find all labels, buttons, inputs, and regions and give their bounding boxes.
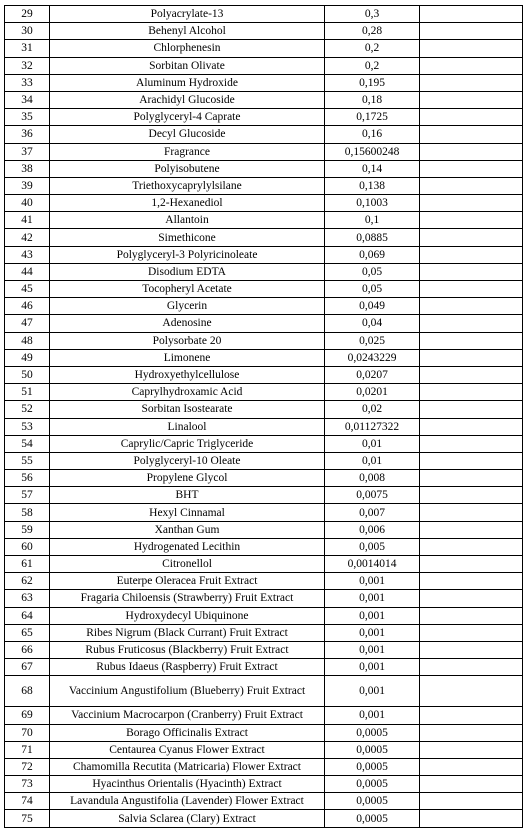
table-row bbox=[5, 263, 523, 280]
row-number-cell: 58 bbox=[5, 504, 50, 521]
concentration-cell: 0,025 bbox=[325, 332, 420, 349]
row-number-cell: 73 bbox=[5, 776, 50, 793]
row-number-cell: 51 bbox=[5, 384, 50, 401]
table-row bbox=[5, 74, 523, 91]
concentration-cell: 0,008 bbox=[325, 470, 420, 487]
table-row bbox=[5, 659, 523, 676]
table-row bbox=[5, 246, 523, 263]
table-row bbox=[5, 470, 523, 487]
concentration-cell: 0,05 bbox=[325, 263, 420, 280]
ingredient-name-cell: Fragaria Chiloensis (Strawberry) Fruit Extract bbox=[50, 590, 325, 607]
empty-cell bbox=[420, 452, 523, 469]
table-row bbox=[5, 452, 523, 469]
empty-cell bbox=[420, 504, 523, 521]
concentration-cell: 0,001 bbox=[325, 607, 420, 624]
table-row bbox=[5, 160, 523, 177]
table-row bbox=[5, 641, 523, 658]
empty-cell bbox=[420, 143, 523, 160]
row-number-cell: 66 bbox=[5, 641, 50, 658]
ingredient-name-cell: Arachidyl Glucoside bbox=[50, 91, 325, 108]
ingredient-name-cell: Polysorbate 20 bbox=[50, 332, 325, 349]
table-row bbox=[5, 298, 523, 315]
empty-cell bbox=[420, 521, 523, 538]
table-row bbox=[5, 758, 523, 775]
concentration-cell: 0,01 bbox=[325, 435, 420, 452]
ingredient-name-cell: Adenosine bbox=[50, 315, 325, 332]
empty-cell bbox=[420, 641, 523, 658]
table-row bbox=[5, 810, 523, 827]
row-number-cell: 57 bbox=[5, 487, 50, 504]
ingredient-name-cell: Limonene bbox=[50, 349, 325, 366]
table-row bbox=[5, 126, 523, 143]
row-number-cell: 63 bbox=[5, 590, 50, 607]
row-number-cell: 72 bbox=[5, 758, 50, 775]
table-row bbox=[5, 521, 523, 538]
concentration-cell: 0,0005 bbox=[325, 741, 420, 758]
ingredient-name-cell: Rubus Fruticosus (Blackberry) Fruit Extract bbox=[50, 641, 325, 658]
ingredient-name-cell: Sorbitan Isostearate bbox=[50, 401, 325, 418]
table-row bbox=[5, 229, 523, 246]
ingredient-name-cell: Chamomilla Recutita (Matricaria) Flower Extract bbox=[50, 758, 325, 775]
row-number-cell: 31 bbox=[5, 40, 50, 57]
ingredient-name-cell: Disodium EDTA bbox=[50, 263, 325, 280]
empty-cell bbox=[420, 624, 523, 641]
row-number-cell: 61 bbox=[5, 556, 50, 573]
concentration-cell: 0,0005 bbox=[325, 810, 420, 827]
ingredient-name-cell: Ribes Nigrum (Black Currant) Fruit Extract bbox=[50, 624, 325, 641]
row-number-cell: 54 bbox=[5, 435, 50, 452]
concentration-cell: 0,049 bbox=[325, 298, 420, 315]
concentration-cell: 0,0005 bbox=[325, 776, 420, 793]
concentration-cell: 0,0005 bbox=[325, 758, 420, 775]
ingredient-name-cell: Linalool bbox=[50, 418, 325, 435]
empty-cell bbox=[420, 776, 523, 793]
row-number-cell: 67 bbox=[5, 659, 50, 676]
concentration-cell: 0,02 bbox=[325, 401, 420, 418]
row-number-cell: 33 bbox=[5, 74, 50, 91]
table-row bbox=[5, 624, 523, 641]
empty-cell bbox=[420, 418, 523, 435]
ingredient-name-cell: Triethoxycaprylylsilane bbox=[50, 177, 325, 194]
ingredient-name-cell: BHT bbox=[50, 487, 325, 504]
concentration-cell: 0,05 bbox=[325, 281, 420, 298]
empty-cell bbox=[420, 538, 523, 555]
row-number-cell: 32 bbox=[5, 57, 50, 74]
table-body bbox=[5, 6, 523, 828]
empty-cell bbox=[420, 126, 523, 143]
concentration-cell: 0,0243229 bbox=[325, 349, 420, 366]
concentration-cell: 0,0005 bbox=[325, 724, 420, 741]
row-number-cell: 46 bbox=[5, 298, 50, 315]
empty-cell bbox=[420, 246, 523, 263]
ingredient-name-cell: Behenyl Alcohol bbox=[50, 23, 325, 40]
row-number-cell: 70 bbox=[5, 724, 50, 741]
table-row bbox=[5, 332, 523, 349]
empty-cell bbox=[420, 573, 523, 590]
ingredient-name-cell: Borago Officinalis Extract bbox=[50, 724, 325, 741]
ingredient-name-cell: Hydrogenated Lecithin bbox=[50, 538, 325, 555]
table-row bbox=[5, 6, 523, 23]
ingredient-name-cell: Hyacinthus Orientalis (Hyacinth) Extract bbox=[50, 776, 325, 793]
row-number-cell: 64 bbox=[5, 607, 50, 624]
empty-cell bbox=[420, 229, 523, 246]
empty-cell bbox=[420, 349, 523, 366]
concentration-cell: 0,0201 bbox=[325, 384, 420, 401]
concentration-cell: 0,001 bbox=[325, 659, 420, 676]
row-number-cell: 69 bbox=[5, 707, 50, 724]
empty-cell bbox=[420, 435, 523, 452]
concentration-cell: 0,28 bbox=[325, 23, 420, 40]
empty-cell bbox=[420, 384, 523, 401]
empty-cell bbox=[420, 556, 523, 573]
ingredient-name-cell: Allantoin bbox=[50, 212, 325, 229]
ingredient-name-cell: Sorbitan Olivate bbox=[50, 57, 325, 74]
row-number-cell: 39 bbox=[5, 177, 50, 194]
ingredient-name-cell: Polyglyceryl-3 Polyricinoleate bbox=[50, 246, 325, 263]
ingredient-name-cell: Euterpe Oleracea Fruit Extract bbox=[50, 573, 325, 590]
concentration-cell: 0,1725 bbox=[325, 109, 420, 126]
empty-cell bbox=[420, 109, 523, 126]
ingredient-name-cell: Hydroxyethylcellulose bbox=[50, 366, 325, 383]
table-row bbox=[5, 366, 523, 383]
table-row bbox=[5, 23, 523, 40]
table-row bbox=[5, 143, 523, 160]
table-row bbox=[5, 504, 523, 521]
ingredient-name-cell: Propylene Glycol bbox=[50, 470, 325, 487]
row-number-cell: 62 bbox=[5, 573, 50, 590]
row-number-cell: 34 bbox=[5, 91, 50, 108]
table-row bbox=[5, 281, 523, 298]
row-number-cell: 37 bbox=[5, 143, 50, 160]
table-row bbox=[5, 349, 523, 366]
empty-cell bbox=[420, 810, 523, 827]
concentration-cell: 0,001 bbox=[325, 624, 420, 641]
row-number-cell: 74 bbox=[5, 793, 50, 810]
ingredient-name-cell: Polyglyceryl-10 Oleate bbox=[50, 452, 325, 469]
ingredient-name-cell: Vaccinium Macrocarpon (Cranberry) Fruit Extract bbox=[50, 707, 325, 724]
concentration-cell: 0,069 bbox=[325, 246, 420, 263]
row-number-cell: 50 bbox=[5, 366, 50, 383]
empty-cell bbox=[420, 57, 523, 74]
row-number-cell: 49 bbox=[5, 349, 50, 366]
empty-cell bbox=[420, 741, 523, 758]
ingredient-name-cell: Glycerin bbox=[50, 298, 325, 315]
concentration-cell: 0,0075 bbox=[325, 487, 420, 504]
empty-cell bbox=[420, 332, 523, 349]
ingredient-name-cell: Lavandula Angustifolia (Lavender) Flower Extract bbox=[50, 793, 325, 810]
table-row bbox=[5, 590, 523, 607]
empty-cell bbox=[420, 793, 523, 810]
empty-cell bbox=[420, 298, 523, 315]
row-number-cell: 60 bbox=[5, 538, 50, 555]
ingredient-name-cell: Aluminum Hydroxide bbox=[50, 74, 325, 91]
ingredient-name-cell: Salvia Sclarea (Clary) Extract bbox=[50, 810, 325, 827]
concentration-cell: 0,1 bbox=[325, 212, 420, 229]
ingredient-name-cell: Citronellol bbox=[50, 556, 325, 573]
row-number-cell: 71 bbox=[5, 741, 50, 758]
empty-cell bbox=[420, 487, 523, 504]
table-row bbox=[5, 109, 523, 126]
empty-cell bbox=[420, 195, 523, 212]
empty-cell bbox=[420, 724, 523, 741]
row-number-cell: 47 bbox=[5, 315, 50, 332]
concentration-cell: 0,2 bbox=[325, 40, 420, 57]
table-row bbox=[5, 195, 523, 212]
row-number-cell: 59 bbox=[5, 521, 50, 538]
table-row bbox=[5, 776, 523, 793]
ingredient-name-cell: Hexyl Cinnamal bbox=[50, 504, 325, 521]
ingredient-name-cell: 1,2-Hexanediol bbox=[50, 195, 325, 212]
concentration-cell: 0,01127322 bbox=[325, 418, 420, 435]
empty-cell bbox=[420, 263, 523, 280]
row-number-cell: 41 bbox=[5, 212, 50, 229]
row-number-cell: 36 bbox=[5, 126, 50, 143]
ingredient-name-cell: Fragrance bbox=[50, 143, 325, 160]
concentration-cell: 0,01 bbox=[325, 452, 420, 469]
table-row bbox=[5, 793, 523, 810]
ingredient-name-cell: Hydroxydecyl Ubiquinone bbox=[50, 607, 325, 624]
ingredient-name-cell: Decyl Glucoside bbox=[50, 126, 325, 143]
ingredient-name-cell: Tocopheryl Acetate bbox=[50, 281, 325, 298]
ingredient-name-cell: Chlorphenesin bbox=[50, 40, 325, 57]
table-row bbox=[5, 573, 523, 590]
empty-cell bbox=[420, 401, 523, 418]
concentration-cell: 0,006 bbox=[325, 521, 420, 538]
ingredient-name-cell: Xanthan Gum bbox=[50, 521, 325, 538]
empty-cell bbox=[420, 758, 523, 775]
table-row bbox=[5, 57, 523, 74]
table-row bbox=[5, 40, 523, 57]
table-row bbox=[5, 707, 523, 724]
concentration-cell: 0,001 bbox=[325, 590, 420, 607]
table-row bbox=[5, 315, 523, 332]
concentration-cell: 0,14 bbox=[325, 160, 420, 177]
concentration-cell: 0,005 bbox=[325, 538, 420, 555]
ingredient-name-cell: Simethicone bbox=[50, 229, 325, 246]
row-number-cell: 45 bbox=[5, 281, 50, 298]
ingredient-name-cell: Caprylic/Capric Triglyceride bbox=[50, 435, 325, 452]
row-number-cell: 43 bbox=[5, 246, 50, 263]
empty-cell bbox=[420, 23, 523, 40]
concentration-cell: 0,0005 bbox=[325, 793, 420, 810]
empty-cell bbox=[420, 212, 523, 229]
empty-cell bbox=[420, 659, 523, 676]
table-row bbox=[5, 538, 523, 555]
concentration-cell: 0,0885 bbox=[325, 229, 420, 246]
empty-cell bbox=[420, 315, 523, 332]
table-row bbox=[5, 91, 523, 108]
empty-cell bbox=[420, 160, 523, 177]
empty-cell bbox=[420, 676, 523, 707]
empty-cell bbox=[420, 590, 523, 607]
ingredient-name-cell: Vaccinium Angustifolium (Blueberry) Fruit Extract bbox=[50, 676, 325, 707]
concentration-cell: 0,001 bbox=[325, 676, 420, 707]
concentration-cell: 0,3 bbox=[325, 6, 420, 23]
empty-cell bbox=[420, 607, 523, 624]
row-number-cell: 35 bbox=[5, 109, 50, 126]
row-number-cell: 42 bbox=[5, 229, 50, 246]
row-number-cell: 56 bbox=[5, 470, 50, 487]
table-row bbox=[5, 607, 523, 624]
table-row bbox=[5, 435, 523, 452]
row-number-cell: 29 bbox=[5, 6, 50, 23]
ingredient-name-cell: Centaurea Cyanus Flower Extract bbox=[50, 741, 325, 758]
empty-cell bbox=[420, 74, 523, 91]
row-number-cell: 75 bbox=[5, 810, 50, 827]
concentration-cell: 0,1003 bbox=[325, 195, 420, 212]
empty-cell bbox=[420, 6, 523, 23]
concentration-cell: 0,16 bbox=[325, 126, 420, 143]
concentration-cell: 0,18 bbox=[325, 91, 420, 108]
table-row bbox=[5, 177, 523, 194]
ingredient-name-cell: Rubus Idaeus (Raspberry) Fruit Extract bbox=[50, 659, 325, 676]
empty-cell bbox=[420, 40, 523, 57]
table-row bbox=[5, 401, 523, 418]
concentration-cell: 0,0014014 bbox=[325, 556, 420, 573]
ingredient-name-cell: Polyisobutene bbox=[50, 160, 325, 177]
ingredient-name-cell: Polyglyceryl-4 Caprate bbox=[50, 109, 325, 126]
ingredients-table bbox=[4, 5, 523, 828]
table-row bbox=[5, 676, 523, 707]
empty-cell bbox=[420, 366, 523, 383]
empty-cell bbox=[420, 281, 523, 298]
concentration-cell: 0,001 bbox=[325, 573, 420, 590]
table-row bbox=[5, 487, 523, 504]
table-row bbox=[5, 741, 523, 758]
table-row bbox=[5, 384, 523, 401]
ingredient-name-cell: Caprylhydroxamic Acid bbox=[50, 384, 325, 401]
row-number-cell: 52 bbox=[5, 401, 50, 418]
row-number-cell: 38 bbox=[5, 160, 50, 177]
ingredient-name-cell: Polyacrylate-13 bbox=[50, 6, 325, 23]
concentration-cell: 0,007 bbox=[325, 504, 420, 521]
row-number-cell: 40 bbox=[5, 195, 50, 212]
empty-cell bbox=[420, 707, 523, 724]
concentration-cell: 0,2 bbox=[325, 57, 420, 74]
row-number-cell: 55 bbox=[5, 452, 50, 469]
empty-cell bbox=[420, 177, 523, 194]
concentration-cell: 0,0207 bbox=[325, 366, 420, 383]
empty-cell bbox=[420, 470, 523, 487]
empty-cell bbox=[420, 91, 523, 108]
row-number-cell: 68 bbox=[5, 676, 50, 707]
table-row bbox=[5, 556, 523, 573]
concentration-cell: 0,15600248 bbox=[325, 143, 420, 160]
row-number-cell: 44 bbox=[5, 263, 50, 280]
concentration-cell: 0,001 bbox=[325, 641, 420, 658]
row-number-cell: 53 bbox=[5, 418, 50, 435]
table-row bbox=[5, 418, 523, 435]
concentration-cell: 0,001 bbox=[325, 707, 420, 724]
concentration-cell: 0,04 bbox=[325, 315, 420, 332]
row-number-cell: 30 bbox=[5, 23, 50, 40]
table-row bbox=[5, 724, 523, 741]
row-number-cell: 65 bbox=[5, 624, 50, 641]
table-row bbox=[5, 212, 523, 229]
row-number-cell: 48 bbox=[5, 332, 50, 349]
concentration-cell: 0,195 bbox=[325, 74, 420, 91]
concentration-cell: 0,138 bbox=[325, 177, 420, 194]
